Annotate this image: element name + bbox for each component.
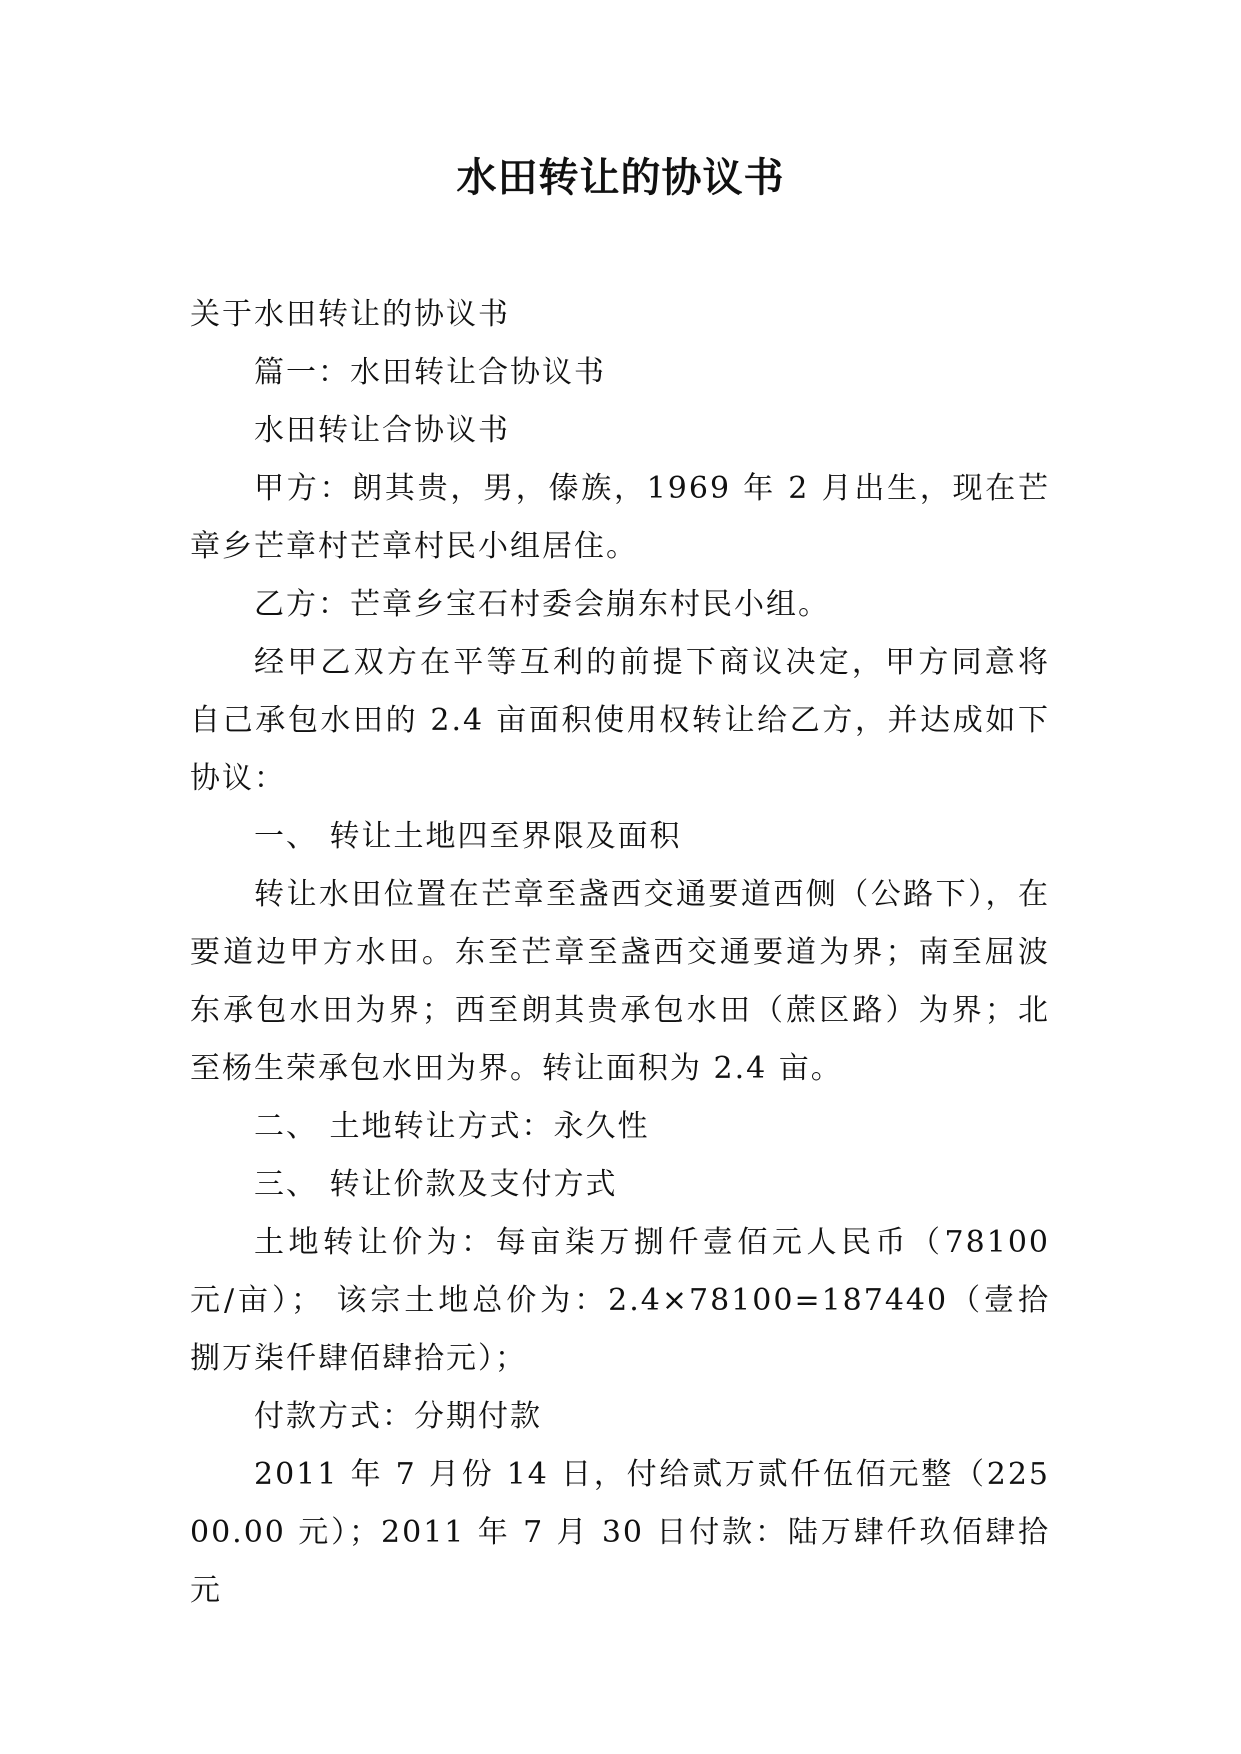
paragraph-section-one: 一、 转让土地四至界限及面积 xyxy=(254,819,682,854)
paragraph-section-two: 二、 土地转让方式：永久性 xyxy=(254,1109,650,1144)
paragraph-heading: 关于水田转让的协议书 xyxy=(190,297,510,332)
document-body xyxy=(190,286,1050,1620)
paragraph-payment-schedule: 2011 年 7 月份 14 日，付给贰万贰仟伍佰元整（22500.00 元）；2011 年 7 月 30 日付款：陆万肆仟玖佰肆拾元 xyxy=(190,1457,1050,1608)
paragraph-party-b: 乙方：芒章乡宝石村委会崩东村民小组。 xyxy=(254,587,830,622)
paragraph-contract-title: 水田转让合协议书 xyxy=(254,413,510,448)
paragraph-part-one-title: 篇一：水田转让合协议书 xyxy=(254,355,606,390)
paragraph-party-a: 甲方：朗其贵，男，傣族，1969 年 2 月出生，现在芒章乡芒章村芒章村民小组居住。 xyxy=(190,471,1050,564)
paragraph-payment-method: 付款方式：分期付款 xyxy=(254,1399,542,1434)
paragraph-price: 土地转让价为：每亩柒万捌仟壹佰元人民币（78100 元/亩）； 该宗土地总价为：2.4×78100=187440（壹拾捌万柒仟肆佰肆拾元）； xyxy=(190,1225,1050,1376)
paragraph-agreement-intro: 经甲乙双方在平等互利的前提下商议决定，甲方同意将自己承包水田的 2.4 亩面积使用权转让给乙方，并达成如下协议： xyxy=(190,645,1050,796)
paragraph-boundaries: 转让水田位置在芒章至盏西交通要道西侧（公路下），在要道边甲方水田。东至芒章至盏西交通要道为界；南至屈波东承包水田为界；西至朗其贵承包水田（蔗区路）为界；北至杨生荣承包水田为界。转让面积为 2.4 亩。 xyxy=(190,877,1050,1086)
document-title: 水田转让的协议书 xyxy=(456,155,785,201)
paragraph-section-three: 三、 转让价款及支付方式 xyxy=(254,1167,618,1202)
